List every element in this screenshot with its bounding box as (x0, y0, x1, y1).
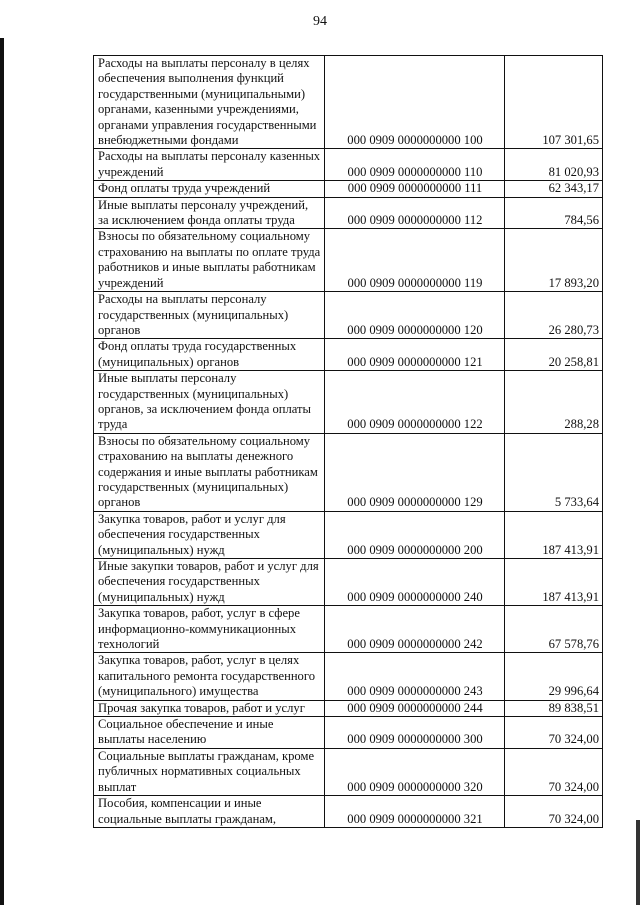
table-row (94, 229, 603, 292)
amount-cell: 62 343,17 (505, 181, 603, 197)
table-row (94, 181, 603, 197)
expense-name-cell: Взносы по обязательному социальному страхованию на выплаты по оплате труда работников и иные выплаты работникам учреждений (94, 229, 325, 292)
expense-name-cell: Закупка товаров, работ и услуг для обеспечения государственных (муниципальных) нужд (94, 511, 325, 558)
budget-code-cell: 000 0909 0000000000 240 (325, 559, 505, 606)
expense-name-cell: Прочая закупка товаров, работ и услуг (94, 700, 325, 716)
amount-cell: 5 733,64 (505, 433, 603, 511)
budget-code-cell: 000 0909 0000000000 121 (325, 339, 505, 371)
table-row (94, 433, 603, 511)
amount-cell: 81 020,93 (505, 149, 603, 181)
budget-code-cell: 000 0909 0000000000 122 (325, 371, 505, 434)
expense-name-cell: Взносы по обязательному социальному страхованию на выплаты денежного содержания и иные выплаты работникам государственных (муниципальных) органов (94, 433, 325, 511)
table-row (94, 796, 603, 828)
expense-name-cell: Расходы на выплаты персоналу государственных (муниципальных) органов (94, 292, 325, 339)
budget-code-cell: 000 0909 0000000000 321 (325, 796, 505, 828)
budget-code-cell: 000 0909 0000000000 320 (325, 748, 505, 795)
budget-code-cell: 000 0909 0000000000 242 (325, 606, 505, 653)
amount-cell: 187 413,91 (505, 559, 603, 606)
table-row (94, 292, 603, 339)
expense-name-cell: Расходы на выплаты персоналу казенных учреждений (94, 149, 325, 181)
budget-code-cell: 000 0909 0000000000 100 (325, 56, 505, 149)
budget-code-cell: 000 0909 0000000000 111 (325, 181, 505, 197)
amount-cell: 26 280,73 (505, 292, 603, 339)
budget-code-cell: 000 0909 0000000000 110 (325, 149, 505, 181)
table-row (94, 559, 603, 606)
table-row (94, 653, 603, 700)
table-row (94, 606, 603, 653)
amount-cell: 70 324,00 (505, 796, 603, 828)
page-number: 94 (313, 14, 327, 29)
table-row (94, 56, 603, 149)
expense-name-cell: Иные выплаты персоналу государственных (муниципальных) органов, за исключением фонда оплаты труда (94, 371, 325, 434)
budget-code-cell: 000 0909 0000000000 300 (325, 717, 505, 749)
budget-code-cell: 000 0909 0000000000 244 (325, 700, 505, 716)
budget-code-cell: 000 0909 0000000000 119 (325, 229, 505, 292)
budget-code-cell: 000 0909 0000000000 112 (325, 197, 505, 229)
amount-cell: 107 301,65 (505, 56, 603, 149)
amount-cell: 288,28 (505, 371, 603, 434)
amount-cell: 187 413,91 (505, 511, 603, 558)
table-row (94, 371, 603, 434)
expense-name-cell: Социальные выплаты гражданам, кроме публичных нормативных социальных выплат (94, 748, 325, 795)
amount-cell: 29 996,64 (505, 653, 603, 700)
expense-name-cell: Иные закупки товаров, работ и услуг для обеспечения государственных (муниципальных) нужд (94, 559, 325, 606)
table-row (94, 339, 603, 371)
budget-code-cell: 000 0909 0000000000 120 (325, 292, 505, 339)
expense-name-cell: Закупка товаров, работ, услуг в сфере информационно-коммуникационных технологий (94, 606, 325, 653)
expense-name-cell: Фонд оплаты труда государственных (муниципальных) органов (94, 339, 325, 371)
expense-name-cell: Пособия, компенсации и иные социальные выплаты гражданам, (94, 796, 325, 828)
table-row (94, 700, 603, 716)
scan-edge-left (0, 38, 4, 905)
budget-code-cell: 000 0909 0000000000 200 (325, 511, 505, 558)
amount-cell: 70 324,00 (505, 717, 603, 749)
table-row (94, 511, 603, 558)
amount-cell: 89 838,51 (505, 700, 603, 716)
table-row (94, 197, 603, 229)
amount-cell: 784,56 (505, 197, 603, 229)
expense-name-cell: Социальное обеспечение и иные выплаты населению (94, 717, 325, 749)
table-row (94, 748, 603, 795)
amount-cell: 20 258,81 (505, 339, 603, 371)
table-row (94, 717, 603, 749)
budget-code-cell: 000 0909 0000000000 129 (325, 433, 505, 511)
budget-table (93, 55, 603, 828)
expense-name-cell: Иные выплаты персоналу учреждений, за исключением фонда оплаты труда (94, 197, 325, 229)
amount-cell: 17 893,20 (505, 229, 603, 292)
scan-edge-right (636, 820, 640, 905)
budget-code-cell: 000 0909 0000000000 243 (325, 653, 505, 700)
amount-cell: 67 578,76 (505, 606, 603, 653)
expense-name-cell: Фонд оплаты труда учреждений (94, 181, 325, 197)
expense-name-cell: Закупка товаров, работ, услуг в целях капитального ремонта государственного (муниципального) имущества (94, 653, 325, 700)
table-row (94, 149, 603, 181)
amount-cell: 70 324,00 (505, 748, 603, 795)
expense-name-cell: Расходы на выплаты персоналу в целях обеспечения выполнения функций государственными (муниципальными) органами, казенными учреждениями, органами управления государственными внебюджетными фондами (94, 56, 325, 149)
